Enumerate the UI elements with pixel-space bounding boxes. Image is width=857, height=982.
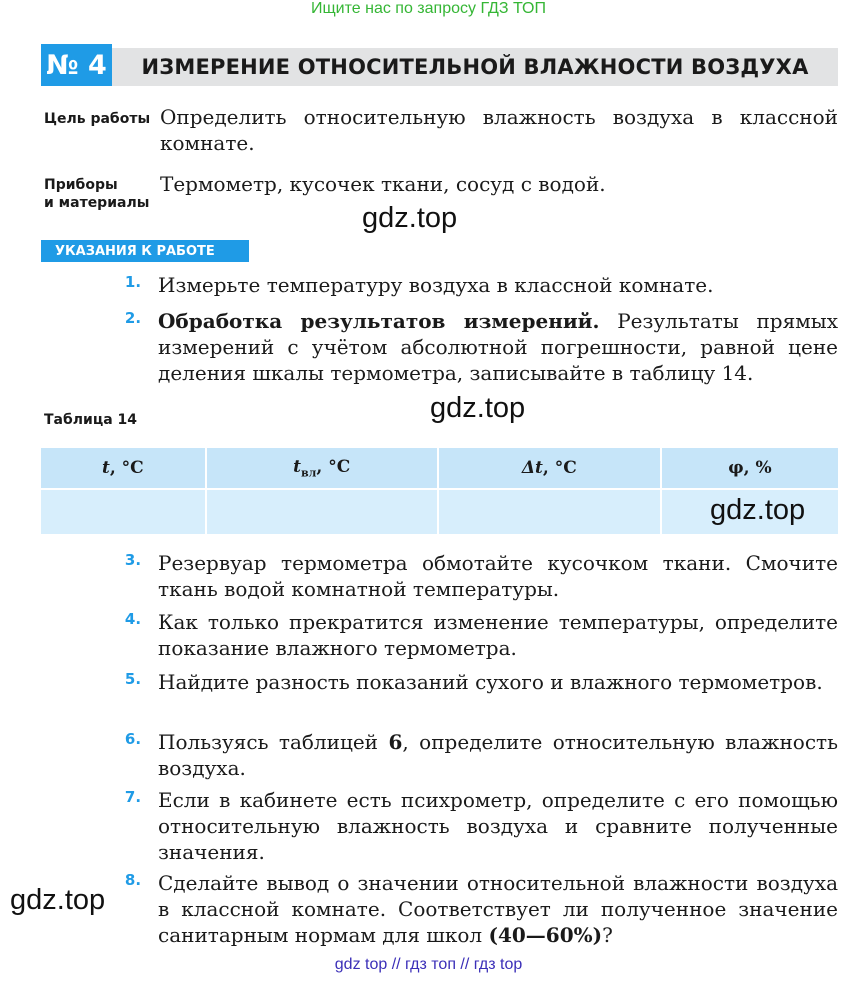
unit: , °C — [316, 456, 351, 477]
table-header-row — [41, 448, 838, 488]
list-item-bold: Обработка результатов измерений. — [158, 309, 600, 333]
footer: gdz top // гдз топ // гдз top — [334, 956, 523, 973]
unit: , % — [743, 458, 772, 478]
symbol: t — [101, 458, 110, 478]
list-item-text — [158, 870, 838, 948]
table-cell[interactable] — [437, 488, 660, 534]
table-caption: Таблица 14 — [44, 412, 138, 428]
list-item-number: 3. — [124, 551, 142, 569]
list-item-number: 5. — [124, 670, 142, 688]
list-item-number: 8. — [124, 871, 142, 889]
list-item-text — [158, 308, 838, 386]
equipment-label-line2: и материалы — [44, 195, 150, 211]
watermark: gdz.top — [710, 494, 806, 526]
text-part: , определите относительную влажность воздуха. — [158, 730, 838, 780]
list-item-text — [158, 729, 838, 781]
symbol: Δt — [521, 458, 543, 478]
text-part: ? — [602, 923, 613, 947]
goal-text: Определить относительную влажность воздуха в классной комнате. — [160, 105, 838, 155]
top-banner: Ищите нас по запросу ГДЗ ТОП — [311, 0, 546, 17]
equipment-label-line1: Приборы — [44, 177, 118, 193]
equipment-text: Термометр, кусочек ткани, сосуд с водой. — [160, 172, 606, 196]
text-part: Сделайте вывод о значении относительной влажности воздуха в классной комнате. Соответствует ли полученное значение санитарным нормам для школ — [158, 871, 838, 947]
symbol: φ — [728, 458, 744, 478]
table-header-cell — [437, 448, 660, 488]
list-item-number: 7. — [124, 788, 142, 806]
watermark: gdz.top — [362, 202, 458, 234]
list-item-number: 6. — [124, 730, 142, 748]
watermark: gdz.top — [10, 884, 106, 916]
goal-label: Цель работы — [44, 111, 151, 127]
table-header-cell — [41, 448, 205, 488]
unit: , °C — [542, 458, 577, 478]
list-item-text: Измерьте температуру воздуха в классной комнате. — [158, 273, 714, 297]
text-part: Пользуясь таблицей — [158, 730, 389, 754]
work-number-badge: № 4 — [41, 44, 112, 86]
equipment-label — [44, 176, 149, 212]
list-item-number: 2. — [124, 309, 142, 327]
unit: , °C — [109, 458, 144, 478]
list-item-number: 1. — [124, 273, 142, 291]
subscript: вл — [300, 466, 317, 480]
table-cell[interactable] — [205, 488, 437, 534]
table-header-cell — [660, 448, 838, 488]
section-instructions-badge: УКАЗАНИЯ К РАБОТЕ — [41, 240, 249, 262]
list-item-text: Как только прекратится изменение температуры, определите показание влажного термометра. — [158, 610, 838, 660]
symbol: t — [293, 456, 301, 477]
watermark: gdz.top — [430, 392, 526, 424]
list-item-number: 4. — [124, 610, 142, 628]
list-item-text: Если в кабинете есть психрометр, определите с его помощью относительную влажность воздуха и сравните полученные значения. — [158, 788, 838, 864]
list-item-text: Резервуар термометра обмотайте кусочком ткани. Смочите ткань водой комнатной температуры. — [158, 551, 838, 601]
page-title: ИЗМЕРЕНИЕ ОТНОСИТЕЛЬНОЙ ВЛАЖНОСТИ ВОЗДУХА — [112, 48, 838, 86]
list-item-rest: Результаты прямых измерений с учётом абсолютной погрешности, равной цене деления шкалы термометра, записывайте в таблицу 14. — [158, 309, 838, 385]
list-item-text: Найдите разность показаний сухого и влажного термометров. — [158, 670, 823, 694]
norm-range: (40—60%) — [488, 923, 603, 947]
table-cell[interactable] — [41, 488, 205, 534]
table-header-cell — [205, 448, 437, 488]
table-ref: 6 — [388, 730, 403, 754]
